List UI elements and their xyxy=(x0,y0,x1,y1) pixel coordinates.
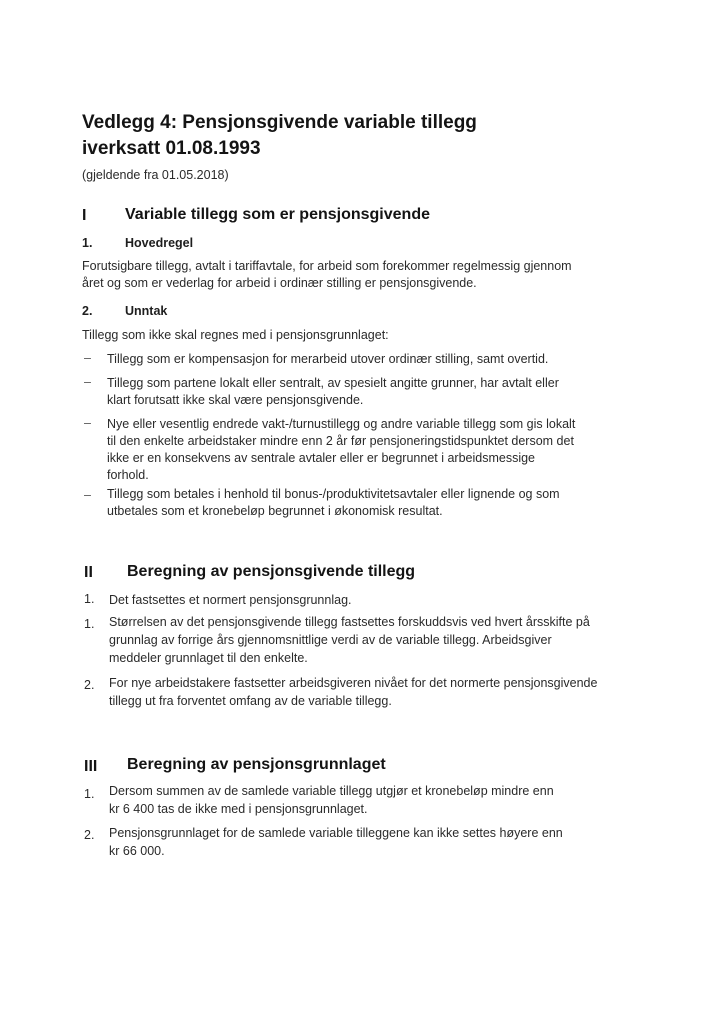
section1-sub1-number: 1. xyxy=(82,236,93,250)
section2-item-2-number: 1. xyxy=(84,617,95,631)
section1-sub2-intro: Tillegg som ikke skal regnes med i pensjonsgrunnlaget: xyxy=(82,328,389,342)
unntak-item-2-line1: Tillegg som partene lokalt eller sentralt, av spesielt angitte grunner, har avtalt eller xyxy=(107,376,559,390)
section3-item-2-number: 2. xyxy=(84,828,95,842)
section1-title: Variable tillegg som er pensjonsgivende xyxy=(125,206,430,223)
section1-sub2-title: Unntak xyxy=(125,304,168,318)
unntak-item-3-line1: Nye eller vesentlig endrede vakt-/turnustillegg og andre variable tillegg som gis lokalt xyxy=(107,417,576,431)
unntak-item-3-line3: ikke er en konsekvens av sentrale avtaler eller er begrunnet i arbeidsmessige xyxy=(107,451,536,465)
section1-sub1-text-line2: året og som er vederlag for arbeid i ordinær stilling er pensjonsgivende. xyxy=(82,276,477,290)
section2-item-3-line1: For nye arbeidstakere fastsetter arbeidsgiveren nivået for det normerte pensjonsgivende xyxy=(109,676,598,690)
section3-title: Beregning av pensjonsgrunnlaget xyxy=(127,756,386,773)
section1-sub1-title: Hovedregel xyxy=(125,236,194,250)
list-bullet: – xyxy=(84,488,91,502)
section2-item-2-line2: grunnlag av forrige års gjennomsnittlige verdi av de variable tillegg. Arbeidsgiver xyxy=(109,633,552,647)
unntak-item-4-line2: utbetales som et kronebeløp begrunnet i økonomisk resultat. xyxy=(107,504,443,518)
unntak-item-3-line2: til den enkelte arbeidstaker mindre enn 2 år før pensjoneringstidspunktet dersom det xyxy=(107,434,574,448)
document-title-line2: iverksatt 01.08.1993 xyxy=(82,138,261,159)
section2-item-2-line1: Størrelsen av det pensjonsgivende tillegg fastsettes forskuddsvis ved hvert årsskifte på xyxy=(109,615,590,629)
unntak-item-3-line4: forhold. xyxy=(107,468,149,482)
section3-item-2-line2: kr 66 000. xyxy=(109,844,165,858)
unntak-item-2-line2: klart forutsatt ikke skal være pensjonsgivende. xyxy=(107,393,364,407)
document-title-line1: Vedlegg 4: Pensjonsgivende variable tillegg xyxy=(82,112,477,133)
section3-item-1-line1: Dersom summen av de samlede variable tillegg utgjør et kronebeløp mindre enn xyxy=(109,784,554,798)
unntak-item-1-line1: Tillegg som er kompensasjon for merarbeid utover ordinær stilling, samt overtid. xyxy=(107,352,549,366)
list-bullet: – xyxy=(84,351,91,365)
list-bullet: – xyxy=(84,375,91,389)
section2-item-1-number: 1. xyxy=(84,592,95,606)
section3-item-1-number: 1. xyxy=(84,787,95,801)
section1-sub1-text-line1: Forutsigbare tillegg, avtalt i tariffavtale, for arbeid som forekommer regelmessig gjennom xyxy=(82,259,572,273)
unntak-item-4-line1: Tillegg som betales i henhold til bonus-/produktivitetsavtaler eller lignende og som xyxy=(107,487,560,501)
section1-sub2-number: 2. xyxy=(82,304,93,318)
section2-item-2-line3: meddeler grunnlaget til den enkelte. xyxy=(109,651,308,665)
section2-title: Beregning av pensjonsgivende tillegg xyxy=(127,563,416,580)
section3-number: III xyxy=(84,758,98,775)
section1-number: I xyxy=(82,207,87,224)
section2-item-3-line2: tillegg ut fra forventet omfang av de variable tillegg. xyxy=(109,694,392,708)
section2-number: II xyxy=(84,564,93,581)
section3-item-1-line2: kr 6 400 tas de ikke med i pensjonsgrunnlaget. xyxy=(109,802,368,816)
document-subtitle: (gjeldende fra 01.05.2018) xyxy=(82,168,229,182)
section3-item-2-line1: Pensjonsgrunnlaget for de samlede variable tilleggene kan ikke settes høyere enn xyxy=(109,826,563,840)
section2-item-3-number: 2. xyxy=(84,678,95,692)
section2-item-1-line1: Det fastsettes et normert pensjonsgrunnlag. xyxy=(109,593,352,607)
list-bullet: – xyxy=(84,416,91,430)
